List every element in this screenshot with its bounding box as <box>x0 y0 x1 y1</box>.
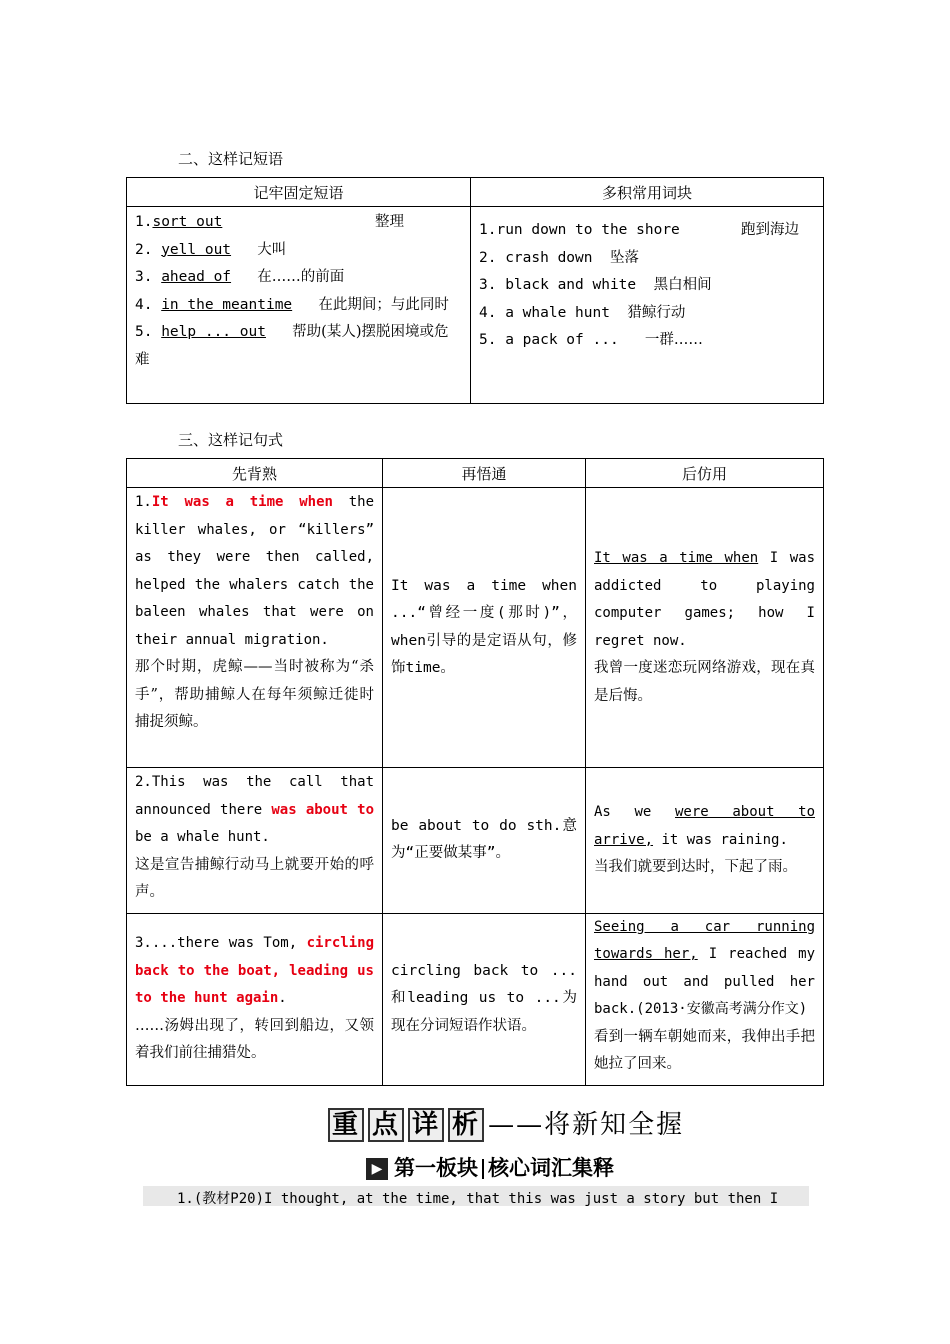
section3-title: 三、这样记句式 <box>178 431 284 449</box>
usage-3-cell: Seeing a car running towards her, I reached my hand out and pulled her back.(2013·安徽高考满分作文) 看到一辆车朝她而来，我伸出手把她拉了回来。 <box>586 913 824 1085</box>
core-vocab-subtitle: ▶ 第一板块 核心词汇集释 <box>366 1152 614 1182</box>
sentences-table <box>126 458 824 1086</box>
phrases-table <box>126 177 824 404</box>
fixed-phrases-header: 记牢固定短语 <box>127 178 471 207</box>
fixed-phrase-item: 4. in the meantime 在此期间；与此同时 <box>135 296 449 313</box>
note-3-cell: circling back to ...和leading us to ...为现在分词短语作状语。 <box>383 913 586 1085</box>
fixed-phrase-item: 1.sort out 整理 <box>135 214 404 230</box>
play-icon: ▶ <box>366 1158 388 1180</box>
note-1-cell: It was a time when ...“曾经一度(那时)”，when引导的是定语从句，修饰time。 <box>383 488 586 768</box>
chunks-header: 多积常用词块 <box>471 178 824 207</box>
usage-2-cell: As we were about to arrive, it was raining. 当我们就要到达时，下起了雨。 <box>586 768 824 914</box>
note-2-cell: be about to do sth.意为“正要做某事”。 <box>383 768 586 914</box>
fixed-phrase-item: 5. help ... out 帮助(某人)摆脱困境或危难 <box>135 324 449 368</box>
chunk-item: 5. a pack of ... 一群…… <box>479 332 703 348</box>
sentence-2-cell: 2.This was the call that announced there was about to be a whale hunt. 这是宣告捕鲸行动马上就要开始的呼声。 <box>127 768 383 914</box>
memorize-header: 先背熟 <box>127 459 383 488</box>
chunks-cell <box>471 207 824 404</box>
chunk-item: 2. crash down 坠落 <box>479 249 639 266</box>
fixed-phrases-cell <box>127 207 471 404</box>
fixed-phrase-item: 3. ahead of 在……的前面 <box>135 269 345 285</box>
imitate-header: 后仿用 <box>586 459 824 488</box>
key-analysis-title: 重 点 详 析 ——将新知全握 <box>328 1104 684 1142</box>
chunk-item: 4. a whale hunt 猎鲸行动 <box>479 304 686 321</box>
chunk-item: 1.run down to the shore 跑到海边 <box>479 222 799 238</box>
section2-title: 二、这样记短语 <box>178 150 284 168</box>
first-item-text: 1.(教材P20)I thought, at the time, that this was just a story but then I <box>177 1191 779 1207</box>
chunk-item: 3. black and white 黑白相间 <box>479 277 712 293</box>
sentence-1-cell: 1.It was a time when the killer whales, or “killers” as they were then called, helped the whalers catch the baleen whales that were on their annual migration. 那个时期，虎鲸——当时被称为“杀手”，帮助捕鲸人在每年须鲸迁徙时捕捉须鲸。 <box>127 488 383 768</box>
usage-1-cell: It was a time when I was addicted to playing computer games; how I regret now. 我曾一度迷恋玩网络游戏，现在真是后悔。 <box>586 488 824 768</box>
sentence-3-cell: 3....there was Tom, circling back to the boat, leading us to the hunt again. ……汤姆出现了，转回到船边，又领着我们前往捕猎处。 <box>127 913 383 1085</box>
understand-header: 再悟通 <box>383 459 586 488</box>
fixed-phrase-item: 2. yell out 大叫 <box>135 241 287 258</box>
